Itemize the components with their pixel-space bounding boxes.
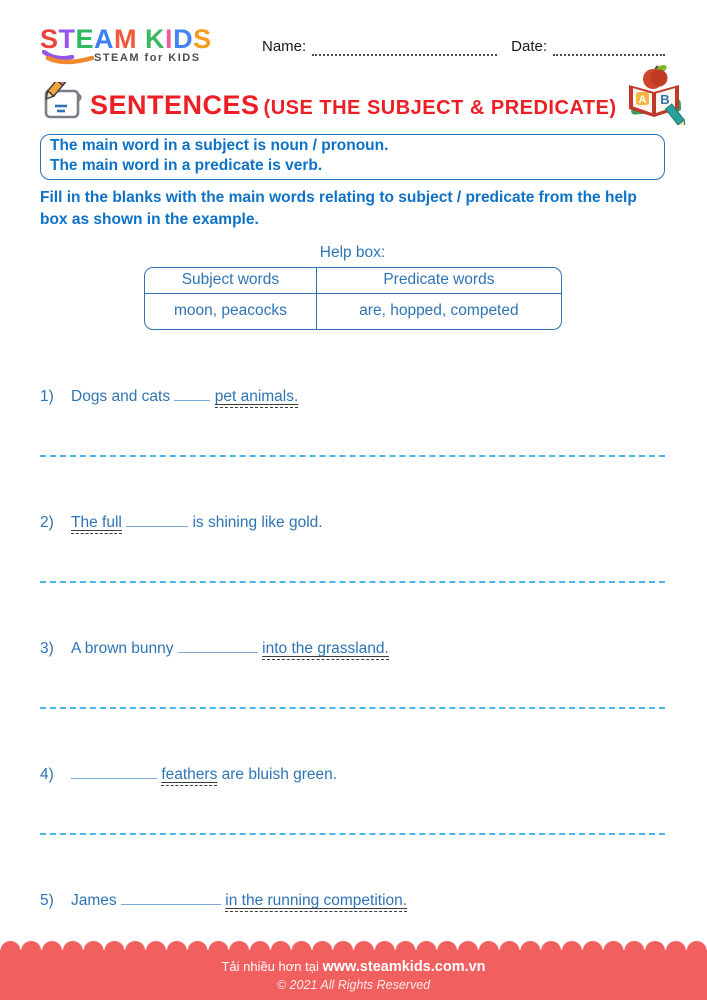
dashed-separator <box>40 707 665 709</box>
footer-tagline: Tải nhiều hơn tại <box>221 959 319 974</box>
date-label: Date: <box>511 38 547 55</box>
logo-letter: T <box>58 24 76 54</box>
logo-letter: A <box>94 24 115 54</box>
sentence-text: is shining like gold. <box>192 514 323 531</box>
steam-kids-logo <box>40 26 240 65</box>
svg-text:B: B <box>659 92 670 107</box>
marked-phrase: feathers <box>161 766 217 786</box>
footer-url-link[interactable]: www.steamkids.com.vn <box>322 959 486 975</box>
fill-in-blank[interactable] <box>174 388 210 401</box>
pencil-paper-icon <box>40 82 86 124</box>
footer-scallop-edge <box>0 938 707 950</box>
help-predicate-words: are, hopped, competed <box>316 294 560 329</box>
marked-phrase: into the grassland. <box>262 640 389 660</box>
dashed-separator <box>40 455 665 457</box>
sentence <box>71 638 665 659</box>
help-box-table <box>144 267 562 330</box>
exercise-number: 1) <box>40 388 54 405</box>
definition-line-1: The main word in a subject is noun / pronoun. <box>50 137 389 154</box>
exercises <box>40 386 665 911</box>
sentence <box>71 764 665 785</box>
exercise-row <box>40 890 665 911</box>
fill-in-blank[interactable] <box>126 514 188 527</box>
help-subject-words: moon, peacocks <box>173 302 287 319</box>
help-box-header-row <box>145 268 561 294</box>
logo-letter: S <box>40 24 59 54</box>
footer <box>0 938 707 1000</box>
sentence <box>71 512 665 533</box>
definition-box <box>40 134 665 180</box>
marked-phrase: in the running competition. <box>225 892 407 912</box>
fill-in-blank[interactable] <box>178 640 258 653</box>
footer-copyright: © 2021 All Rights Reserved <box>276 978 431 992</box>
marked-phrase: The full <box>71 514 122 534</box>
logo-letter: K <box>145 24 166 54</box>
title-row <box>40 82 670 124</box>
sentence-text: Dogs and cats <box>71 388 171 405</box>
fill-in-blank[interactable] <box>71 766 157 779</box>
sentence <box>71 386 665 407</box>
footer-band <box>0 950 707 1000</box>
sentence-text: are bluish green. <box>221 766 338 783</box>
sentence <box>71 890 665 911</box>
title-sub: (USE THE SUBJECT & PREDICATE) <box>263 96 617 119</box>
page-title <box>90 85 617 122</box>
exercise-number: 2) <box>40 514 54 531</box>
name-date-row <box>262 38 665 56</box>
exercise-row <box>40 386 665 407</box>
sentence-text: James <box>71 892 117 909</box>
help-col-predicate: Predicate words <box>316 268 560 294</box>
sentence-text: A brown bunny <box>71 640 174 657</box>
abc-book-icon <box>623 61 689 125</box>
svg-text:A: A <box>638 94 647 106</box>
logo-letter: S <box>193 24 212 54</box>
instruction-text: Fill in the blanks with the main words relating to subject / predicate from the help box as shown in the example. <box>40 189 637 228</box>
logo-wordmark <box>40 26 240 52</box>
help-box-words-row <box>145 294 561 329</box>
exercise-row <box>40 764 665 785</box>
name-label: Name: <box>262 38 307 55</box>
help-box-label: Help box: <box>319 244 386 261</box>
marked-phrase: pet animals. <box>215 388 299 408</box>
dashed-separator <box>40 833 665 835</box>
logo-letter: E <box>75 24 95 54</box>
exercise-number: 4) <box>40 766 54 783</box>
logo-letter: I <box>165 24 174 54</box>
definition-line-2: The main word in a predicate is verb. <box>50 157 323 174</box>
name-input-line[interactable] <box>312 41 497 56</box>
date-input-line[interactable] <box>553 41 665 56</box>
page-header <box>40 26 665 65</box>
exercise-number: 5) <box>40 892 54 909</box>
dashed-separator <box>40 581 665 583</box>
title-main: SENTENCES <box>90 89 260 120</box>
logo-letter <box>137 24 145 54</box>
logo-subtitle: STEAM for KIDS <box>94 52 201 64</box>
exercise-row <box>40 512 665 533</box>
exercise-row <box>40 638 665 659</box>
help-col-subject: Subject words <box>145 268 317 294</box>
exercise-number: 3) <box>40 640 54 657</box>
fill-in-blank[interactable] <box>121 892 221 905</box>
logo-swoosh-icon <box>42 50 94 65</box>
logo-letter: D <box>173 24 194 54</box>
logo-letter: M <box>114 24 138 54</box>
